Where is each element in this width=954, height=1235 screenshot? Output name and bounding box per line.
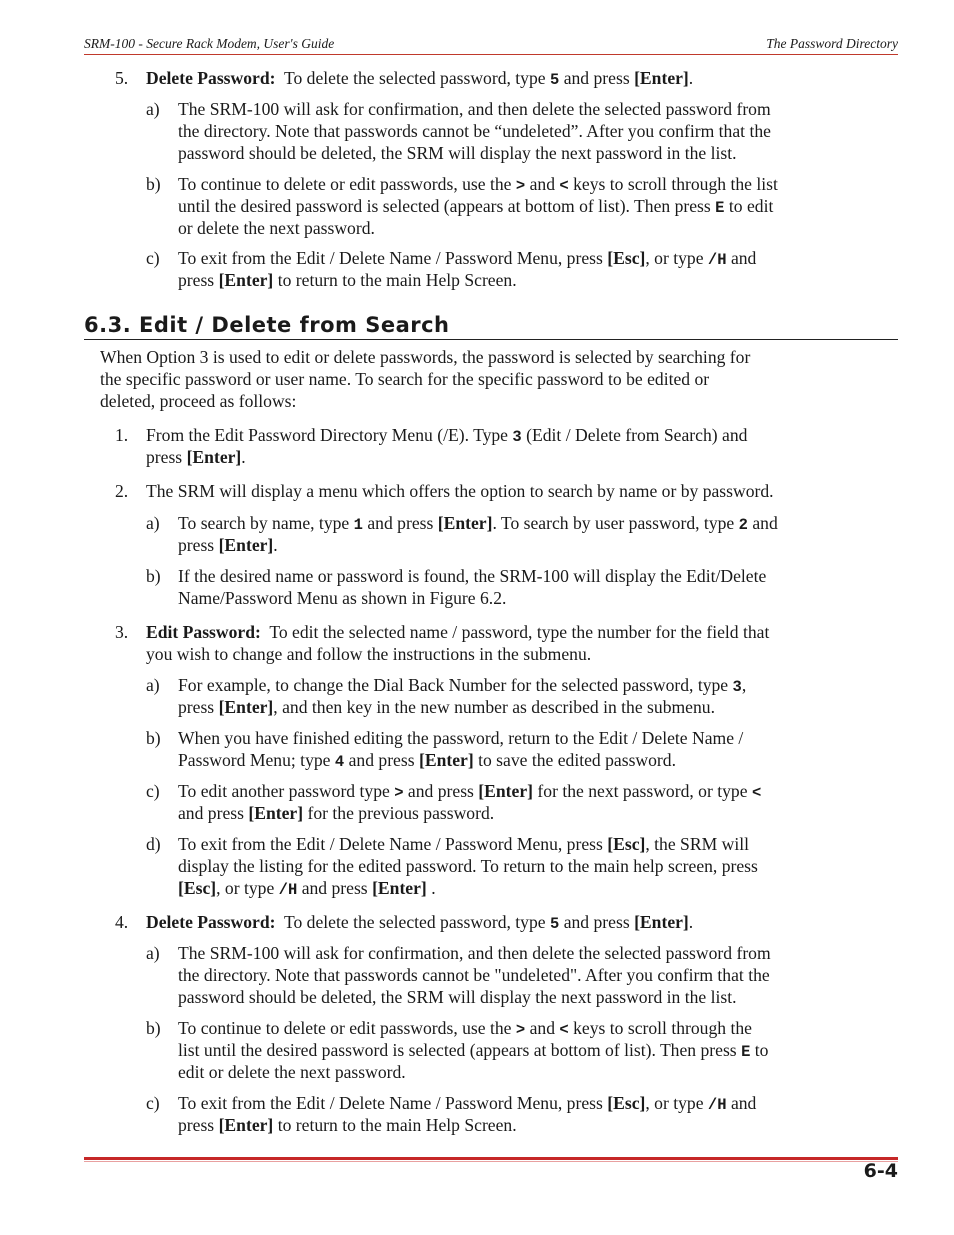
list-item-line: password should be deleted, the SRM will display the next password in the list.: [178, 987, 737, 1007]
list-item-line: To continue to delete or edit passwords, use the > and < keys to scroll through the: [178, 1018, 752, 1039]
list-item-line: press [Enter] to return to the main Help Screen.: [178, 270, 517, 290]
header-chapter-title: The Password Directory: [766, 36, 898, 51]
list-item-line: Password Menu; type 4 and press [Enter] to save the edited password.: [178, 750, 676, 771]
list-item-line: To exit from the Edit / Delete Name / Password Menu, press [Esc], the SRM will: [178, 834, 749, 854]
footer-rule-shadow: [84, 1161, 898, 1162]
list-item-line: To continue to delete or edit passwords, use the > and < keys to scroll through the list: [178, 174, 778, 195]
list-item-line: When you have finished editing the password, return to the Edit / Delete Name /: [178, 728, 744, 748]
list-number: 5.: [115, 68, 129, 88]
section-rule: [84, 339, 898, 340]
list-item-line: The SRM-100 will ask for confirmation, and then delete the selected password from: [178, 943, 771, 963]
paragraph-line: deleted, proceed as follows:: [100, 391, 297, 411]
section-heading: 6.3. Edit / Delete from Search: [84, 313, 450, 337]
sublist-label: a): [146, 99, 160, 119]
list-item-line: list until the desired password is selected (appears at bottom of list). Then press E to: [178, 1040, 769, 1061]
list-number: 1.: [115, 425, 129, 445]
list-number: 3.: [115, 622, 129, 642]
list-item-line: The SRM-100 will ask for confirmation, and then delete the selected password from: [178, 99, 771, 119]
sublist-label: a): [146, 513, 160, 533]
header-document-title: SRM-100 - Secure Rack Modem, User's Guide: [84, 36, 335, 51]
list-item-line: until the desired password is selected (appears at bottom of list). Then press E to edit: [178, 196, 774, 217]
list-item-line: If the desired name or password is found, the SRM-100 will display the Edit/Delete: [178, 566, 767, 586]
sublist-label: a): [146, 675, 160, 695]
list-number: 2.: [115, 481, 129, 501]
list-item-line: Name/Password Menu as shown in Figure 6.2.: [178, 588, 507, 608]
list-item-line: [Esc], or type /H and press [Enter] .: [178, 878, 436, 899]
page-header: [84, 36, 898, 54]
list-item-line: press [Enter].: [178, 535, 278, 555]
paragraph-line: the specific password or user name. To search for the specific password to be edited or: [100, 369, 710, 389]
footer-rule: [84, 1157, 898, 1160]
list-item-line: For example, to change the Dial Back Number for the selected password, type 3,: [178, 675, 747, 696]
list-item-line: you wish to change and follow the instructions in the submenu.: [146, 644, 592, 664]
list-item-line: edit or delete the next password.: [178, 1062, 406, 1082]
list-item-line: To exit from the Edit / Delete Name / Password Menu, press [Esc], or type /H and: [178, 1093, 757, 1114]
header-rule: [84, 54, 898, 55]
list-item-line: press [Enter], and then key in the new number as described in the submenu.: [178, 697, 715, 717]
list-item-line: To exit from the Edit / Delete Name / Password Menu, press [Esc], or type /H and: [178, 248, 757, 269]
sublist-label: b): [146, 174, 161, 194]
list-item-line: To search by name, type 1 and press [Enter]. To search by user password, type 2 and: [178, 513, 778, 534]
sublist-label: a): [146, 943, 160, 963]
sublist-label: b): [146, 728, 161, 748]
list-item-line: the directory. Note that passwords cannot be “undeleted”. After you confirm that the: [178, 121, 771, 141]
sublist-label: c): [146, 781, 160, 801]
sublist-label: c): [146, 1093, 160, 1113]
list-item: Delete Password: To delete the selected password, type 5 and press [Enter].: [146, 912, 694, 933]
list-item-line: or delete the next password.: [178, 218, 375, 238]
sublist-label: d): [146, 834, 161, 854]
list-item-line: and press [Enter] for the previous password.: [178, 803, 495, 823]
list-item: From the Edit Password Directory Menu (/E). Type 3 (Edit / Delete from Search) and: [146, 425, 748, 446]
list-item-line: press [Enter].: [146, 447, 246, 467]
list-item-line: password should be deleted, the SRM will display the next password in the list.: [178, 143, 737, 163]
list-item-line: display the listing for the edited password. To return to the main help screen, press: [178, 856, 758, 876]
sublist-label: b): [146, 1018, 161, 1038]
page-number: 6-4: [863, 1160, 898, 1182]
paragraph-line: When Option 3 is used to edit or delete passwords, the password is selected by searching for: [100, 347, 751, 367]
list-item: The SRM will display a menu which offers the option to search by name or by password.: [146, 481, 774, 501]
list-item-line: press [Enter] to return to the main Help Screen.: [178, 1115, 517, 1135]
list-item-line: To edit another password type > and press [Enter] for the next password, or type <: [178, 781, 762, 802]
list-number: 4.: [115, 912, 129, 932]
list-item: Delete Password: To delete the selected password, type 5 and press [Enter].: [146, 68, 694, 89]
list-item: Edit Password: To edit the selected name / password, type the number for the field that: [146, 622, 770, 642]
sublist-label: c): [146, 248, 160, 268]
list-item-line: the directory. Note that passwords cannot be "undeleted". After you confirm that the: [178, 965, 770, 985]
sublist-label: b): [146, 566, 161, 586]
